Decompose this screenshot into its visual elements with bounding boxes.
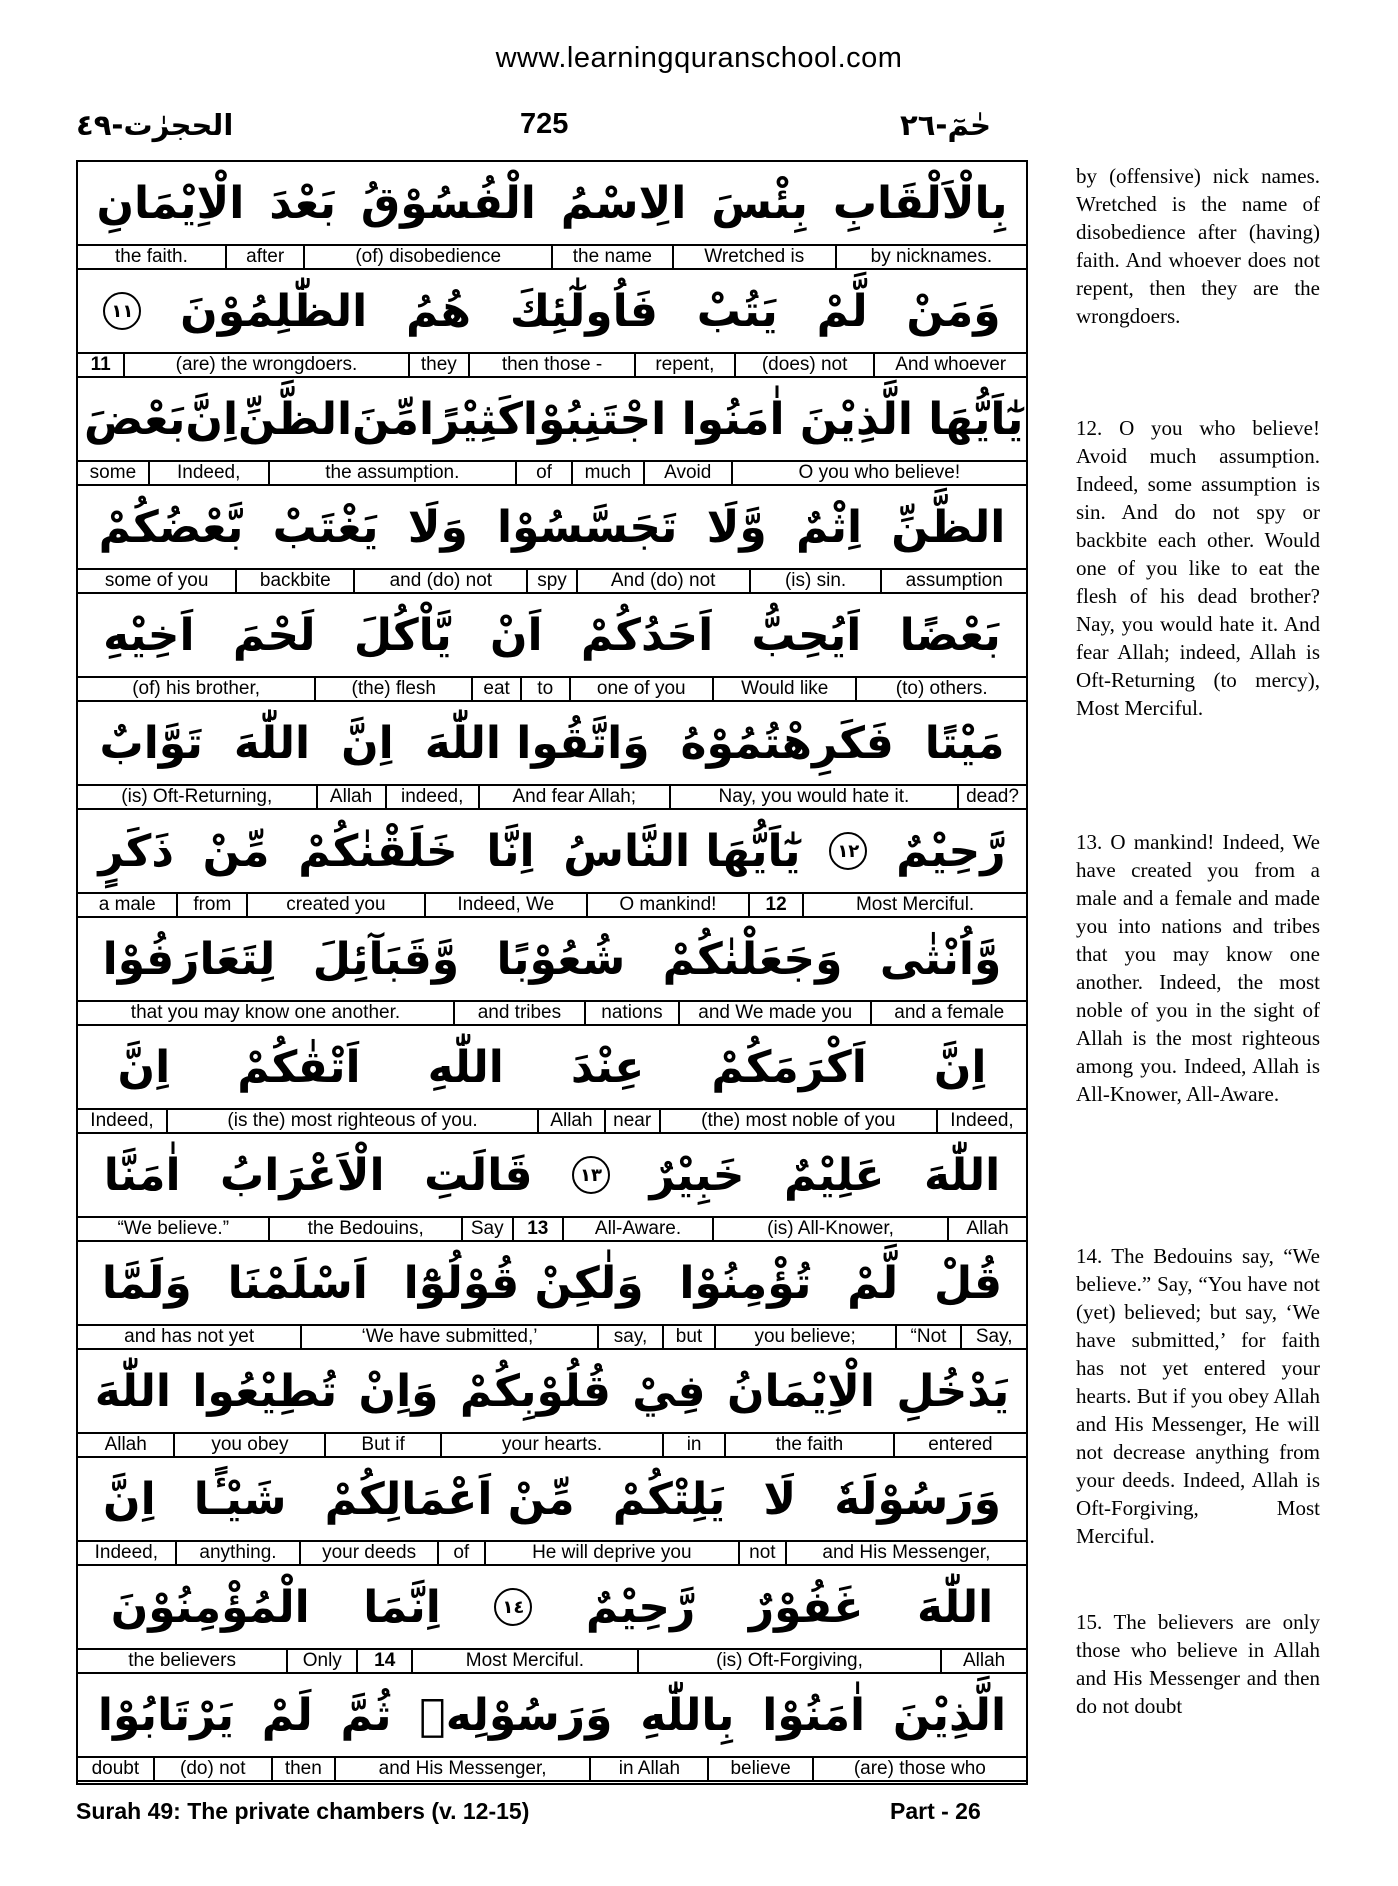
translation-cell: Nay, you would hate it. [669,786,957,808]
arabic-word: بَعْضًا [899,609,1001,661]
arabic-word: يَتُبْ [696,285,778,337]
translation-cell: (is) All-Knower, [712,1218,947,1240]
arabic-word: وَجَعَلْنٰكُمْ [662,933,843,985]
translation-cell: Wretched is [672,246,835,268]
arabic-word: اَيُحِبُّ [751,609,862,661]
arabic-word: بَعْضَ [84,393,186,445]
footer-title: Surah 49: The private chambers (v. 12-15) [76,1798,530,1824]
translation-cell: and tribes [453,1002,584,1024]
arabic-word: مِّنَ [352,393,419,445]
arabic-line [78,1566,1026,1648]
arabic-word: اَتْقٰكُمْ [237,1041,361,1093]
verse-number-cell: 13 [512,1218,563,1240]
translation-line [78,784,1026,810]
verse-number-marker: ١٣ [572,1156,610,1194]
arabic-word: غَفُوْرٌ [748,1581,864,1633]
side-paragraph-14: 14. The Bedouins say, “We believe.” Say, “You have not (yet) believed; but say, ‘We have submitted,’ for faith has not yet entered your hearts. But if you obey Allah and His Messenger, He will not decrease anything from your deeds. Indeed, Allah is Oft-Forgiving, Most Merciful. [1076,1244,1320,1548]
arabic-word: يَدْخُلِ [896,1365,1010,1417]
translation-cell: Indeed, [936,1110,1026,1132]
verse-row [78,1674,1026,1782]
translation-cell: much [571,462,643,484]
translation-cell: eat [471,678,520,700]
arabic-word: قُلُوْبِكُمْ [459,1365,611,1417]
arabic-word: كَثِيْرًا [418,393,523,445]
translation-cell: near [604,1110,659,1132]
translation-cell: (is) sin. [749,570,881,592]
verse-row [78,1134,1026,1242]
translation-cell: Most Merciful. [802,894,1026,916]
translation-cell: you believe; [714,1326,895,1348]
arabic-word: اللّٰهِ [427,1041,504,1093]
translation-cell: believe [707,1758,811,1780]
translation-cell: and His Messenger, [785,1542,1026,1564]
translation-cell: (is) Oft-Forgiving, [637,1650,940,1672]
translation-cell: they [408,354,469,376]
arabic-word: بَّعْضُكُمْ [98,501,244,553]
translation-cell: (are) those who [812,1758,1026,1780]
translation-cell: in [662,1434,724,1456]
arabic-word: ذَكَرٍ [98,825,174,877]
translation-cell: Avoid [643,462,731,484]
arabic-word: يَّاْكُلَ [353,609,452,661]
translation-cell: (to) others. [855,678,1026,700]
translation-cell: He will deprive you [484,1542,738,1564]
translation-cell: created you [246,894,424,916]
arabic-word: خَبِيْرٌ [649,1149,745,1201]
arabic-word: رَّحِيْمٌ [585,1581,696,1633]
arabic-word: وَلَمَّا [101,1257,192,1309]
arabic-word: وَرَسُوْلَهٗ [834,1473,1001,1525]
verse-number-cell: 12 [748,894,802,916]
arabic-word: عَلِيْمٌ [784,1149,885,1201]
translation-line [78,1756,1026,1782]
translation-line [78,1540,1026,1566]
translation-cell: your deeds [299,1542,437,1564]
translation-cell: some [89,462,137,483]
arabic-word: فِيْ [632,1365,706,1417]
arabic-word: الْاِيْمَانُ [726,1365,875,1417]
translation-cell: the Bedouins, [268,1218,460,1240]
translation-line [78,244,1026,270]
translation-line [78,676,1026,702]
translation-line [78,1108,1026,1134]
verse-row [78,378,1026,486]
translation-cell: from [176,894,246,916]
arabic-word: يٰٓاَيُّهَا الَّذِيْنَ اٰمَنُوا اجْتَنِبُوْا [522,393,1024,445]
translation-cell: Indeed, We [424,894,586,916]
translation-cell: not [738,1542,785,1564]
verse-row [78,810,1026,918]
translation-cell: Allah [947,1218,1026,1240]
arabic-word: بِئْسَ [711,177,808,229]
translation-cell: the faith. [115,246,188,267]
translation-cell: and His Messenger, [334,1758,590,1780]
translation-cell: and has not yet [124,1326,255,1347]
verse-row [78,1026,1026,1134]
arabic-word: اَنْ [489,609,543,661]
verse-number-cell: 14 [356,1650,411,1672]
arabic-word: تَجَسَّسُوْا [497,501,678,553]
arabic-word: اِنَّ [103,1473,156,1525]
arabic-line [78,270,1026,352]
arabic-word: لَّمْ [847,1257,899,1309]
translation-cell: (of) his brother, [132,678,261,699]
arabic-line [78,1458,1026,1540]
translation-cell: assumption [880,570,1026,592]
translation-cell: (is) Oft-Returning, [121,786,273,807]
translation-cell: dead? [957,786,1026,808]
translation-cell: (the) most noble of you [659,1110,936,1132]
translation-cell: the believers [128,1650,236,1671]
arabic-word: وَلٰكِنْ قُوْلُوْٓا [403,1257,644,1309]
translation-cell: after [225,246,303,268]
arabic-word: رَّحِيْمٌ [896,825,1006,877]
translation-cell: (do) not [153,1758,271,1780]
translation-cell: by nicknames. [835,246,1026,268]
translation-cell: Indeed, [148,462,268,484]
arabic-word: اِنَّمَا [363,1581,441,1633]
side-paragraph-12: 12. O you who believe! Avoid much assumption. Indeed, some assumption is sin. And do not spy or backbite each other. Would one of you like to eat the flesh of his dead brother? Nay, you would hate it. And fear Allah; indeed, Allah is Oft-Returning (to mercy), Most Merciful. [1076,416,1320,720]
translation-cell: the faith [724,1434,893,1456]
translation-cell: anything. [175,1542,300,1564]
arabic-word: وَمَنْ [906,285,1001,337]
translation-cell: and a female [870,1002,1026,1024]
arabic-word: اِثْمٌ [795,501,863,553]
translation-cell: Allah [316,786,385,808]
arabic-line [78,162,1026,244]
side-paragraph-15: 15. The believers are only those who believe in Allah and His Messenger and then do not doubt [1076,1610,1320,1718]
arabic-word: قَالَتِ [424,1149,533,1201]
translation-cell: to [520,678,569,700]
translation-line [78,1324,1026,1350]
arabic-line [78,1026,1026,1108]
translation-cell: ‘We have submitted,’ [300,1326,596,1348]
arabic-word: تُؤْمِنُوْا [679,1257,812,1309]
arabic-word: اَكْرَمَكُمْ [711,1041,867,1093]
translation-cell: and (do) not [353,570,526,592]
arabic-line [78,378,1026,460]
part-name-arabic: حٰمٓ-٢٦ [900,108,992,142]
arabic-word: يَغْتَبْ [272,501,379,553]
arabic-word: بِالْاَلْقَابِ [832,177,1008,229]
arabic-word: خَلَقْنٰكُمْ [298,825,458,877]
arabic-word: وَّاُنْثٰى [879,933,1002,985]
verse-row [78,1458,1026,1566]
arabic-line [78,918,1026,1000]
translation-cell: spy [526,570,575,592]
arabic-word: وَّقَبَآئِلَ [312,933,460,985]
arabic-word: لَا [763,1473,797,1525]
arabic-word: لَمْ [261,1689,313,1741]
translation-cell: (is the) most righteous of you. [166,1110,537,1132]
translation-cell: in Allah [589,1758,707,1780]
arabic-word: الظّٰلِمُوْنَ [180,285,368,337]
translation-cell: Only [286,1650,356,1672]
verse-row [78,1242,1026,1350]
arabic-word: اَخِيْهِ [103,609,195,661]
arabic-word: تُطِيْعُوا [192,1365,338,1417]
translation-cell: And (do) not [576,570,749,592]
verse-row [78,1350,1026,1458]
translation-cell: Allah [537,1110,604,1132]
translation-cell: Allah [940,1650,1026,1672]
translation-cell: you obey [173,1434,324,1456]
verse-row [78,270,1026,378]
translation-cell: some of you [104,570,209,591]
verse-row [78,702,1026,810]
translation-cell: nations [584,1002,678,1024]
arabic-word: مِّنْ اَعْمَالِكُمْ [324,1473,575,1525]
translation-cell: O mankind! [586,894,748,916]
arabic-word: وَاِنْ [358,1365,439,1417]
arabic-word: الْاِيْمَانِ [96,177,245,229]
surah-name-arabic: الحجرٰت-٤٩ [76,108,234,142]
translation-cell: Indeed, [94,1542,159,1563]
translation-line [78,1648,1026,1674]
translation-cell: backbite [235,570,353,592]
arabic-word: تَوَّابٌ [99,717,203,769]
translation-cell: And fear Allah; [478,786,669,808]
translation-cell: “Not [895,1326,961,1348]
verse-row [78,162,1026,270]
arabic-word: ثُمَّ [340,1689,392,1741]
translation-cell: Say [461,1218,512,1240]
arabic-word: وَاتَّقُوا اللّٰهَ [424,717,650,769]
arabic-word: اِنَّا [486,825,535,877]
side-paragraph-13: 13. O mankind! Indeed, We have created you from a male and a female and made you into nations and tribes that you may know one another. Indeed, the most noble of you in the sight of Allah is the most righteous among you. Indeed, Allah is All-Knower, All-Aware. [1076,830,1320,1106]
arabic-word: الظَّنِّ [238,393,353,445]
arabic-word: الظَّنِّ [891,501,1006,553]
translation-cell: say, [597,1326,663,1348]
arabic-word: الْاَعْرَابُ [220,1149,385,1201]
translation-cell: All-Aware. [562,1218,712,1240]
arabic-line [78,1350,1026,1432]
arabic-word: اٰمَنُوْا [762,1689,866,1741]
translation-cell: And whoever [873,354,1026,376]
translation-cell: of [515,462,571,484]
translation-cell: (the) flesh [314,678,471,700]
arabic-word: فَاُولٰٓئِكَ [509,285,658,337]
arabic-word: اَحَدُكُمْ [580,609,714,661]
translation-line [78,1000,1026,1026]
arabic-word: الِاسْمُ [560,177,687,229]
translation-cell: (does) not [734,354,873,376]
arabic-word: لَحْمَ [232,609,316,661]
translation-cell: your hearts. [440,1434,663,1456]
translation-cell: indeed, [385,786,478,808]
arabic-line [78,594,1026,676]
translation-cell: Most Merciful. [411,1650,637,1672]
arabic-word: وَرَسُوْلِهٖ [419,1689,613,1741]
translation-cell: one of you [569,678,712,700]
arabic-word: قُلْ [933,1257,1003,1309]
translation-cell: entered [893,1434,1026,1456]
translation-line [78,568,1026,594]
arabic-word: اَسْلَمْنَا [227,1257,368,1309]
verse-number-cell: 11 [90,354,111,375]
arabic-word: اللّٰهَ [94,1365,171,1417]
footer-part: Part - 26 [890,1798,981,1824]
translation-cell: the name [551,246,672,268]
arabic-line [78,1134,1026,1216]
translation-line [78,460,1026,486]
arabic-word: يٰٓاَيُّهَا النَّاسُ [563,825,801,877]
translation-cell: the assumption. [268,462,515,484]
translation-cell: but [662,1326,713,1348]
translation-line [78,1216,1026,1242]
translation-cell: doubt [91,1758,140,1779]
arabic-word: يَلِتْكُمْ [612,1473,726,1525]
word-by-word-grid [76,160,1028,1785]
arabic-word: شَيْـًٔا [193,1473,287,1525]
arabic-word: فَكَرِهْتُمُوْهُ [680,717,894,769]
arabic-word: وَّلَا [706,501,767,553]
arabic-word: اِنَّ [117,1041,171,1093]
arabic-word: لِتَعَارَفُوْا [102,933,276,985]
translation-line [78,352,1026,378]
arabic-word: الْمُؤْمِنُوْنَ [110,1581,310,1633]
site-url: www.learningquranschool.com [495,42,903,74]
arabic-word: اللّٰهَ [916,1581,994,1633]
translation-cell: (of) disobedience [303,246,551,268]
arabic-word: اِنَّ [341,717,394,769]
arabic-line [78,486,1026,568]
verse-number-marker: ١٢ [829,832,867,870]
translation-cell: (are) the wrongdoers. [123,354,407,376]
translation-cell: O you who believe! [731,462,1026,484]
translation-cell: But if [324,1434,439,1456]
arabic-word: شُعُوْبًا [496,933,626,985]
arabic-word: اِنَّ [933,1041,987,1093]
arabic-word: يَرْتَابُوْا [97,1689,234,1741]
translation-cell: Say, [960,1326,1026,1348]
arabic-word: بَعْدَ [269,177,337,229]
arabic-word: لَّمْ [816,285,868,337]
arabic-word: وَلَا [407,501,468,553]
arabic-word: الَّذِيْنَ [892,1689,1007,1741]
arabic-word: مِّنْ [202,825,270,877]
arabic-word: هُمُ [406,285,472,337]
side-paragraph-11: by (offensive) nick names. Wretched is the name of disobedience after (having) faith. And whoever does not repent, then they are the wrongdoers. [1076,164,1320,328]
arabic-word: الْفُسُوْقُ [360,177,536,229]
translation-cell: a male [98,894,156,915]
verse-row [78,594,1026,702]
translation-cell: Would like [712,678,855,700]
arabic-word: اِنَّ [185,393,239,445]
translation-cell: of [437,1542,484,1564]
arabic-word: اللّٰهَ [923,1149,1001,1201]
arabic-line [78,810,1026,892]
arabic-word: اٰمَنَّا [103,1149,181,1201]
verse-row [78,1566,1026,1674]
translation-cell: Allah [104,1434,147,1455]
arabic-line [78,1674,1026,1756]
translation-cell: Indeed, [90,1110,154,1131]
page-number: 725 [520,108,569,140]
verse-number-marker: ١٤ [494,1588,532,1626]
translation-cell: and We made you [678,1002,870,1024]
arabic-line [78,702,1026,784]
verse-number-marker: ١١ [103,292,141,330]
verse-row [78,486,1026,594]
arabic-word: بِاللّٰهِ [640,1689,735,1741]
verse-row [78,918,1026,1026]
translation-cell: that you may know one another. [130,1002,401,1023]
arabic-word: عِنْدَ [570,1041,645,1093]
translation-cell: then [271,1758,334,1780]
translation-cell: “We believe.” [117,1218,230,1239]
translation-cell: repent, [634,354,734,376]
translation-line [78,892,1026,918]
arabic-word: اللّٰهَ [233,717,311,769]
translation-line [78,1432,1026,1458]
arabic-line [78,1242,1026,1324]
arabic-word: مَيْتًا [924,717,1005,769]
translation-cell: then those - [468,354,634,376]
